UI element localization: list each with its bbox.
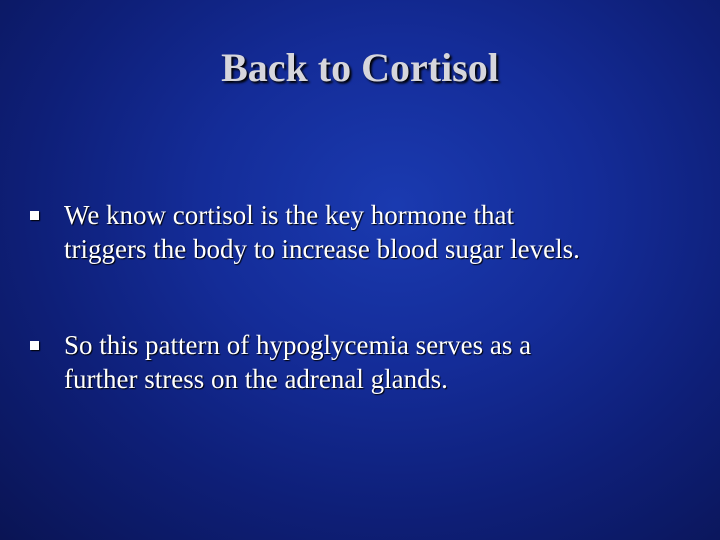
bullet-text-line: further stress on the adrenal glands.	[64, 364, 448, 394]
slide-title: Back to Cortisol	[221, 45, 499, 90]
bullet-text-line: So this pattern of hypoglycemia serves as a	[64, 330, 532, 360]
square-bullet-icon	[30, 341, 39, 350]
bullet-item	[30, 328, 690, 396]
bullet-text-line: triggers the body to increase blood sugar levels.	[64, 234, 580, 264]
bullet-list	[30, 198, 690, 458]
bullet-text-line: We know cortisol is the key hormone that	[64, 200, 514, 230]
square-bullet-icon	[30, 211, 39, 220]
bullet-item	[30, 198, 690, 266]
